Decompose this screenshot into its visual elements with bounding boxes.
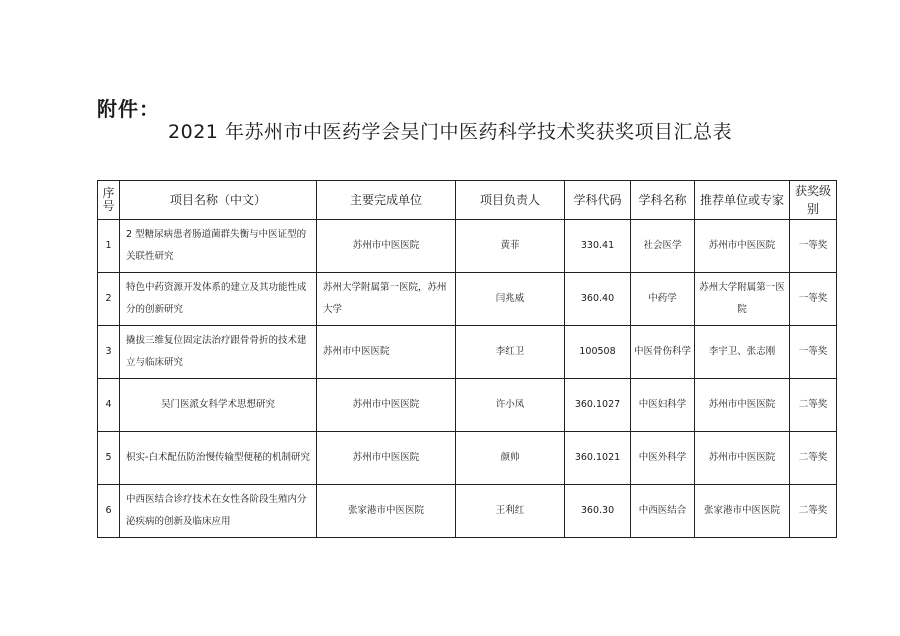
cell-code: 330.41	[565, 220, 631, 273]
cell-leader: 王利红	[456, 485, 565, 538]
attachment-label: 附件：	[97, 97, 160, 121]
header-name: 项目名称（中文）	[120, 181, 317, 220]
cell-name: 枳实-白术配伍防治慢传输型便秘的机制研究	[120, 432, 317, 485]
cell-subject: 中医妇科学	[631, 379, 695, 432]
cell-name: 撬拔三维复位固定法治疗跟骨骨折的技术建立与临床研究	[120, 326, 317, 379]
cell-unit: 苏州大学附属第一医院，苏州大学	[317, 273, 456, 326]
table-row	[98, 326, 837, 379]
cell-unit: 张家港市中医医院	[317, 485, 456, 538]
cell-name: 中西医结合诊疗技术在女性各阶段生殖内分泌疾病的创新及临床应用	[120, 485, 317, 538]
cell-recommender: 苏州市中医医院	[695, 220, 790, 273]
cell-name: 2 型糖尿病患者肠道菌群失衡与中医证型的关联性研究	[120, 220, 317, 273]
table-row	[98, 485, 837, 538]
cell-level: 一等奖	[790, 273, 837, 326]
cell-code: 360.1021	[565, 432, 631, 485]
header-unit: 主要完成单位	[317, 181, 456, 220]
cell-unit: 苏州市中医医院	[317, 379, 456, 432]
cell-seq: 3	[98, 326, 120, 379]
cell-leader: 黄菲	[456, 220, 565, 273]
cell-level: 二等奖	[790, 432, 837, 485]
table-row	[98, 220, 837, 273]
cell-seq: 6	[98, 485, 120, 538]
cell-seq: 5	[98, 432, 120, 485]
header-recommender: 推荐单位或专家	[695, 181, 790, 220]
header-code: 学科代码	[565, 181, 631, 220]
cell-level: 二等奖	[790, 379, 837, 432]
cell-leader: 闫兆威	[456, 273, 565, 326]
header-subject: 学科名称	[631, 181, 695, 220]
cell-level: 一等奖	[790, 220, 837, 273]
cell-recommender: 苏州市中医医院	[695, 379, 790, 432]
cell-subject: 中医骨伤科学	[631, 326, 695, 379]
header-level: 获奖级别	[790, 181, 837, 220]
cell-seq: 2	[98, 273, 120, 326]
table-row	[98, 432, 837, 485]
document-title: 2021 年苏州市中医药学会吴门中医药科学技术奖获奖项目汇总表	[168, 121, 732, 143]
cell-unit: 苏州市中医医院	[317, 326, 456, 379]
cell-seq: 4	[98, 379, 120, 432]
cell-subject: 中西医结合	[631, 485, 695, 538]
cell-leader: 许小凤	[456, 379, 565, 432]
table-row	[98, 273, 837, 326]
cell-code: 360.40	[565, 273, 631, 326]
awards-table	[97, 180, 837, 538]
cell-level: 二等奖	[790, 485, 837, 538]
cell-code: 100508	[565, 326, 631, 379]
cell-name: 吴门医派女科学术思想研究	[120, 379, 317, 432]
cell-name: 特色中药资源开发体系的建立及其功能性成分的创新研究	[120, 273, 317, 326]
cell-seq: 1	[98, 220, 120, 273]
table-header-row	[98, 181, 837, 220]
cell-code: 360.30	[565, 485, 631, 538]
cell-unit: 苏州市中医医院	[317, 220, 456, 273]
cell-recommender: 张家港市中医医院	[695, 485, 790, 538]
cell-unit: 苏州市中医医院	[317, 432, 456, 485]
cell-recommender: 李宇卫、张志刚	[695, 326, 790, 379]
cell-level: 一等奖	[790, 326, 837, 379]
cell-recommender: 苏州市中医医院	[695, 432, 790, 485]
cell-recommender: 苏州大学附属第一医院	[695, 273, 790, 326]
header-leader: 项目负责人	[456, 181, 565, 220]
cell-leader: 李红卫	[456, 326, 565, 379]
table-row	[98, 379, 837, 432]
cell-leader: 颜帅	[456, 432, 565, 485]
cell-subject: 中医外科学	[631, 432, 695, 485]
cell-subject: 中药学	[631, 273, 695, 326]
cell-subject: 社会医学	[631, 220, 695, 273]
header-seq: 序号	[98, 181, 120, 220]
cell-code: 360.1027	[565, 379, 631, 432]
